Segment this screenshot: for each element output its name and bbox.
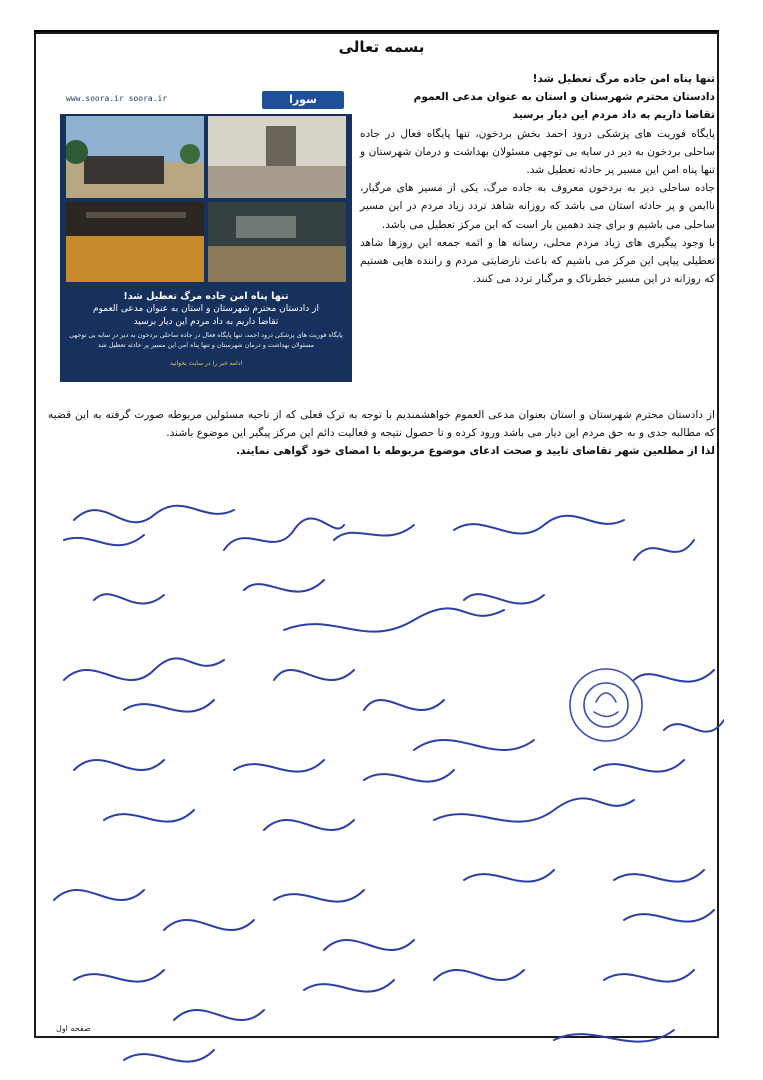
signature (464, 870, 554, 882)
signature (284, 608, 504, 631)
signatures-area (34, 480, 724, 1080)
document-heading: بسمه تعالی (338, 38, 425, 56)
paragraph-4: از دادستان محترم شهرستان و استان بعنوان مدعی العموم خواهشمندیم با توجه به ترک فعلی که از ناحیه مسئولین مربوطه صورت گرفته به این قضیه که مطالبه جدی و به حق مردم این دیار می باشد ورود کرده و تا حصول نتیجه و فعالیت دائم این مرکز پیگیر این موضوع باشند. (48, 409, 715, 440)
signature (304, 980, 394, 992)
signature (54, 890, 144, 900)
signature (634, 540, 694, 560)
signature (124, 700, 214, 712)
signature (234, 760, 324, 772)
headline: تنها پناه امن جاده مرگ تعطیل شد! (532, 73, 715, 85)
signature (624, 910, 714, 922)
signature (274, 670, 354, 680)
signature (664, 720, 724, 732)
news-logo: سورا (262, 91, 344, 109)
signature (164, 920, 254, 930)
signature (74, 506, 234, 523)
signature (104, 810, 194, 822)
signature (64, 535, 144, 545)
request-line: تقاضا داریم به داد مردم این دیار برسید (512, 109, 715, 122)
official-seal (570, 669, 642, 741)
signature (264, 820, 354, 830)
signature (74, 760, 164, 770)
letter-lower-text (48, 406, 715, 461)
news-card-subtitle-2: تقاضا داریم به داد مردم این دیار برسید (133, 316, 279, 327)
paragraph-3: با وجود پیگیری های زیاد مردم محلی، رسانه ها و ائمه جمعه این روزها شاهد تعطیلی پیاپی این مرکز می باشیم که باعث نارضایتی مردم و راننده هایی هستیم که روزانه در این مسیر خطرناک و مرگبار تردد می کنند. (360, 236, 715, 286)
signature (594, 760, 684, 772)
signature (74, 970, 164, 982)
page-number: صفحه اول (56, 1024, 91, 1033)
news-card-title: تنها پناه امن جاده مرگ تعطیل شد! (123, 291, 289, 302)
addressee-line: دادستان محترم شهرستان و استان به عنوان مدعی العموم (413, 91, 715, 104)
signature (124, 1050, 214, 1062)
signature (334, 525, 414, 540)
signature (274, 890, 364, 902)
signature (634, 670, 714, 682)
signature (614, 870, 704, 882)
signature (364, 700, 444, 710)
signature (414, 740, 534, 750)
paragraph-1: پایگاه فوریت های پزشکی درود احمد بخش بردخون، تنها پایگاه فعال در جاده ساحلی بردخون به دیر در سایه بی توجهی مسئولان بهداشت و درمان شهرستان و تنها پناه امن این مسیر پر حادثه تعطیل شد. (360, 127, 715, 177)
signature (604, 970, 694, 982)
news-image-card (60, 86, 352, 382)
signature (174, 1010, 264, 1020)
signature (324, 940, 414, 950)
news-card-more-link: ادامه خبر را در سایت بخوانید (169, 360, 243, 367)
paragraph-2: جاده ساحلی دیر به بردخون معروف به جاده مرگ، یکی از مسیر های مرگبار، ناایمن و پر حادثه استان می باشد که روزانه شاهد تردد زیاد مردم در این مسیر ساحلی می باشیم و برای چند دهمین بار است که این مرکز تعطیل می باشد. (360, 182, 715, 231)
signature (64, 658, 224, 680)
news-card-caption (68, 290, 344, 369)
letter-upper-text (360, 70, 715, 288)
closing-line: لذا از مطلعین شهر تقاضای تایید و صحت ادعای موضوع مربوطه با امضای خود گواهی نمایند. (236, 445, 715, 458)
news-card-subtitle-1: از دادستان محترم شهرستان و استان به عنوان مدعی العموم (93, 304, 319, 314)
news-card-handles: www.soora.ir soora.ir (66, 94, 168, 103)
signature (94, 594, 164, 603)
signature (454, 516, 624, 534)
signature (464, 594, 544, 603)
news-card-body: پایگاه فوریت های پزشکی درود احمد، تنها پایگاه فعال در جاده ساحلی بردخون به دیر در سایه بی توجهی مسئولان بهداشت و درمان شهرستان و تنها پناه امن این مسیر پر حادثه تعطیل شد (69, 331, 343, 349)
signature (554, 1030, 674, 1042)
signature (434, 970, 524, 980)
signature (244, 580, 324, 592)
signature (224, 519, 344, 550)
news-photos (66, 116, 346, 282)
signature (364, 770, 454, 782)
signature (434, 798, 634, 821)
news-card-header (60, 86, 352, 114)
